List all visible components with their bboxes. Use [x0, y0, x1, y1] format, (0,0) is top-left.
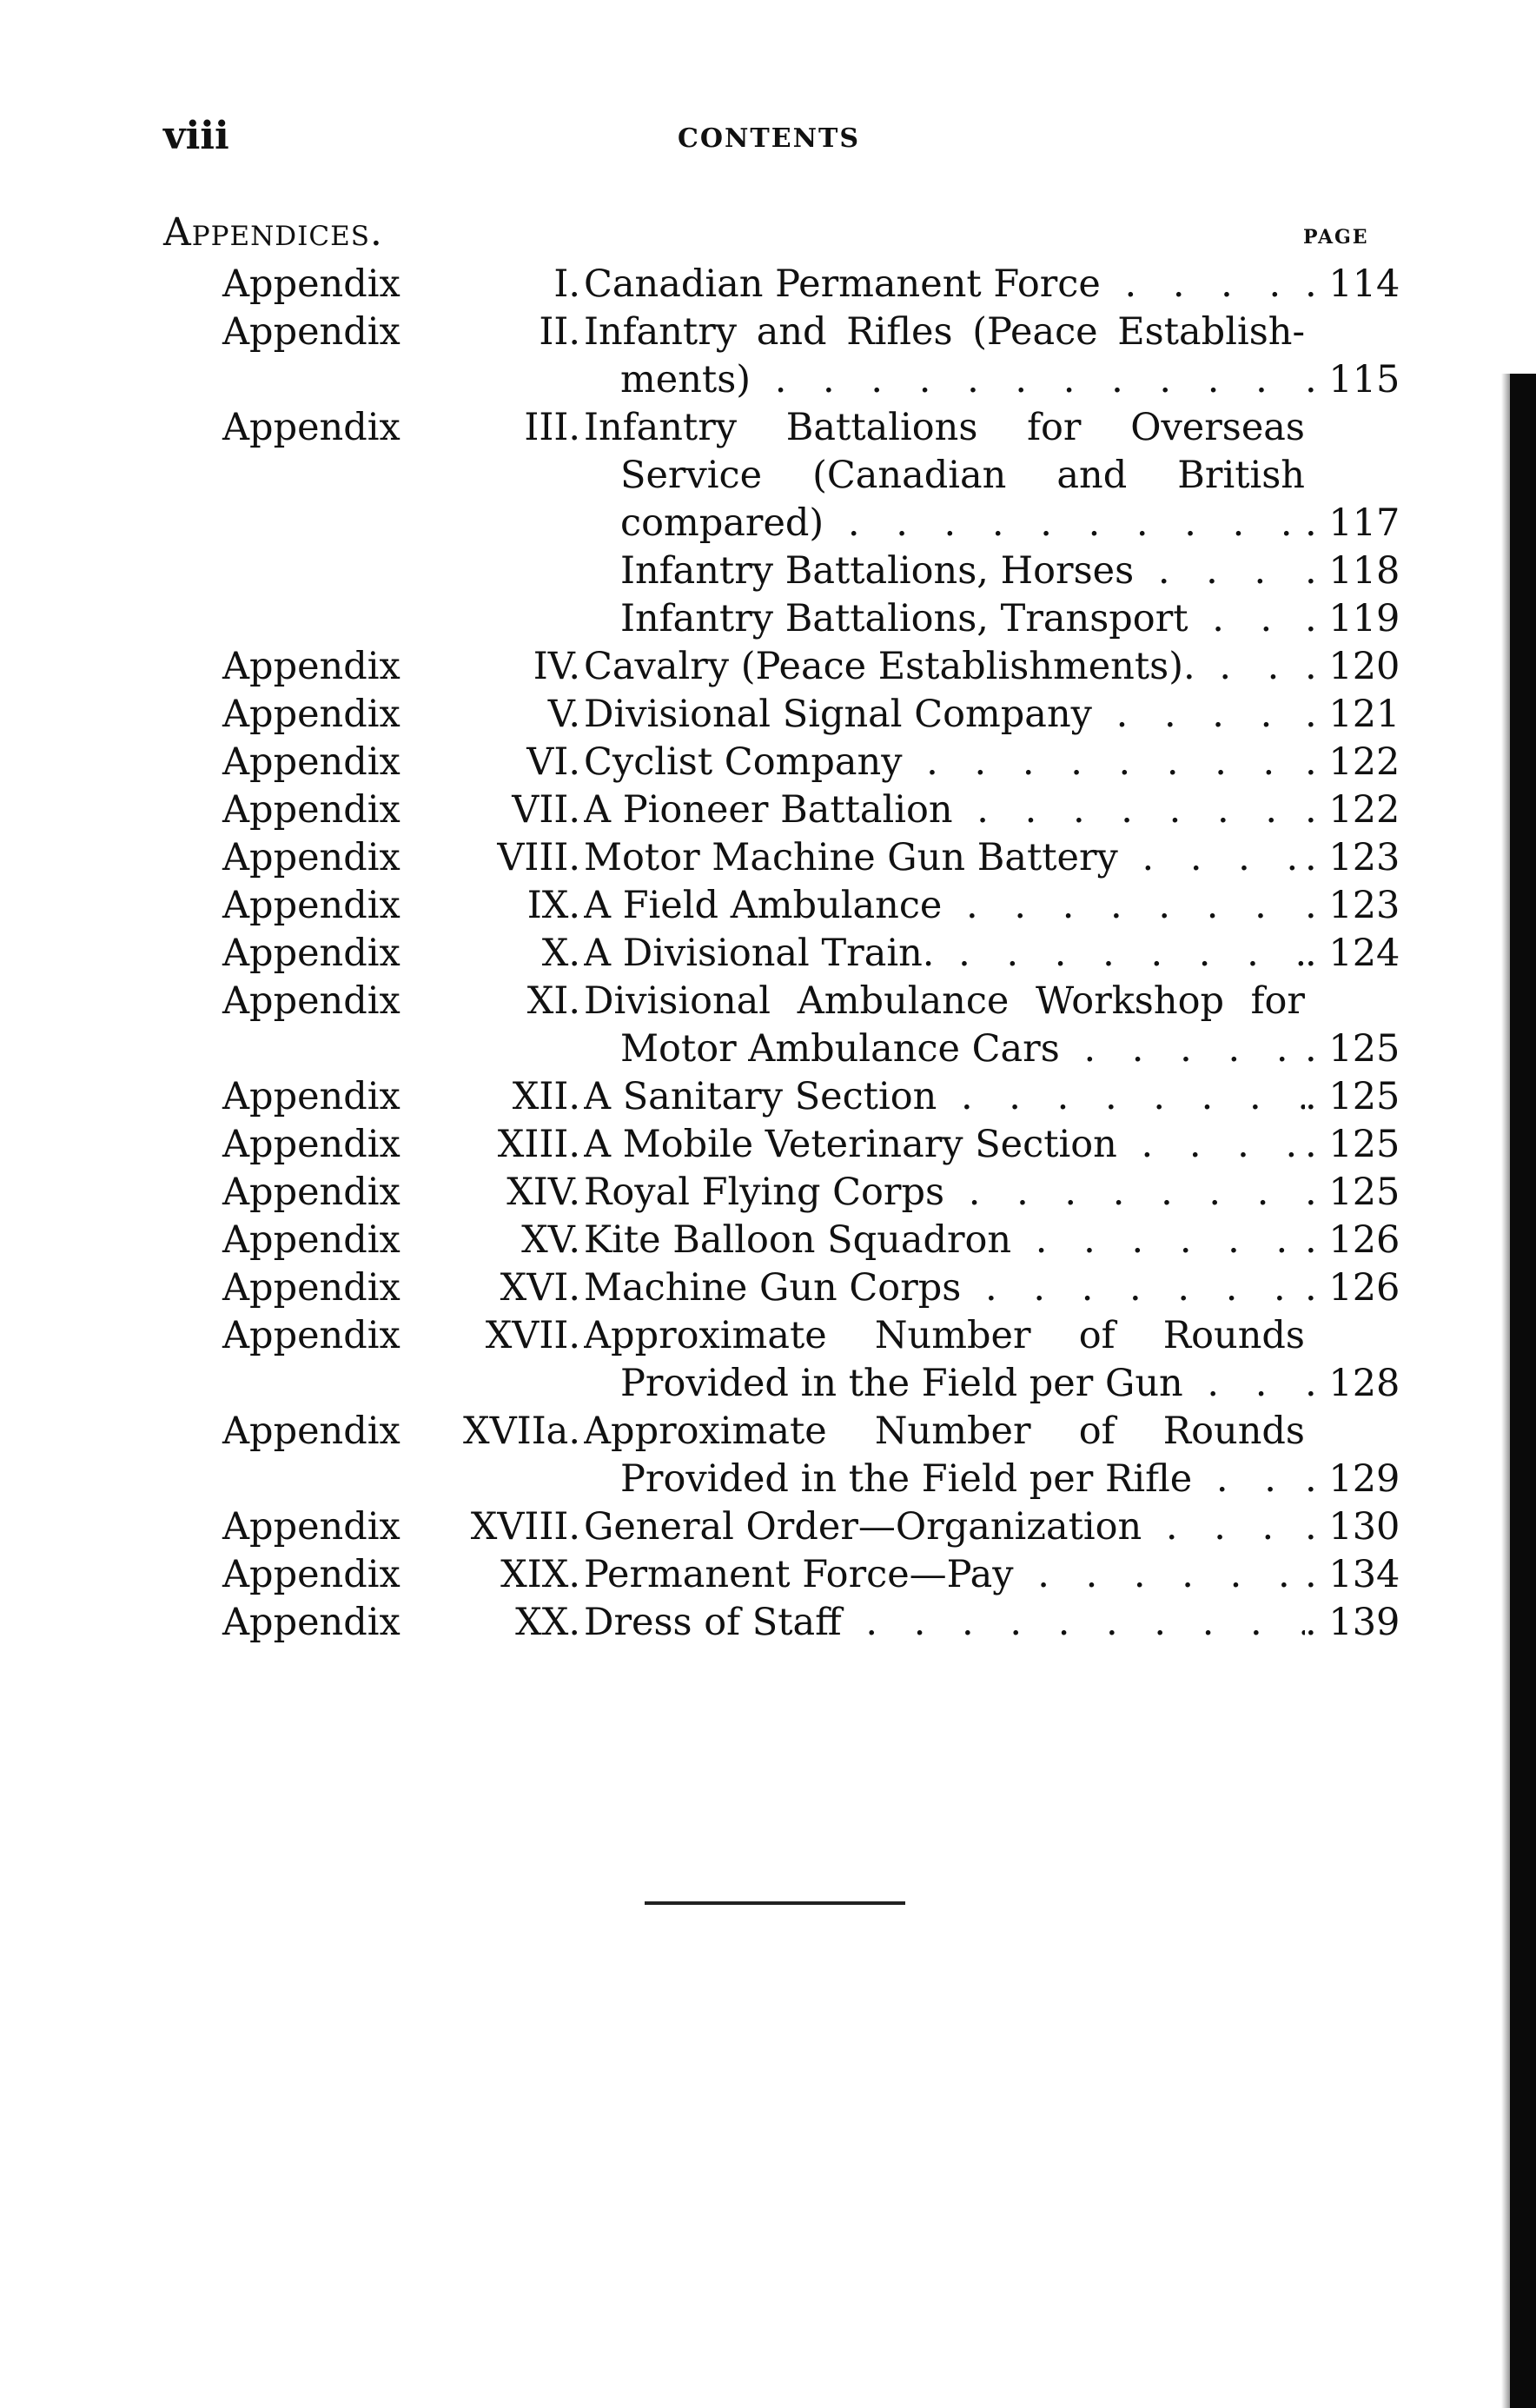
toc-row [0, 1599, 1536, 1647]
page-ref: . 139 [1305, 1599, 1392, 1647]
appendix-number: XIII. [497, 1123, 580, 1166]
entry-title: Machine Gun Corps . . . [584, 1264, 1305, 1312]
page-ref: . 125 [1305, 1073, 1392, 1121]
appendix-label: Appendix [222, 1601, 401, 1644]
toc-row [0, 452, 1536, 500]
appendix-label: Appendix [222, 1123, 401, 1166]
entry-title: Canadian Permanent Force . . . [584, 261, 1305, 308]
toc-row [0, 308, 1536, 356]
appendix-number: XVII. [485, 1314, 580, 1357]
appendix-label: Appendix [222, 884, 401, 927]
scan-edge-fade [1501, 374, 1510, 2408]
appendix-label: Appendix [222, 262, 401, 306]
page-ref: . 126 [1305, 1217, 1392, 1264]
entry-title: Divisional Ambulance Workshop for [584, 979, 1305, 1023]
entry-title: A Field Ambulance . . . [584, 882, 1305, 930]
appendix-label: Appendix [222, 1553, 401, 1596]
appendix-number: VI. [526, 740, 580, 784]
toc-row [0, 786, 1536, 834]
toc-row [0, 1551, 1536, 1599]
entry-title: Kite Balloon Squadron . . . [584, 1217, 1305, 1264]
toc-row [0, 1264, 1536, 1312]
appendix-label: Appendix [222, 406, 401, 449]
toc-row [0, 1073, 1536, 1121]
appendix-label: Appendix [222, 1314, 401, 1357]
page-ref: . 123 [1305, 834, 1392, 882]
entry-title: Infantry Battalions, Transport . . . [620, 595, 1305, 643]
toc-row [0, 1503, 1536, 1551]
toc-row [0, 595, 1536, 643]
appendix-label: Appendix [222, 1266, 401, 1310]
appendix-label: Appendix [222, 310, 401, 354]
toc-row [0, 739, 1536, 786]
entry-title: Motor Ambulance Cars . . . [620, 1025, 1305, 1073]
page-ref: . 130 [1305, 1503, 1392, 1551]
entry-title: General Order—Organization . . . [584, 1503, 1305, 1551]
toc-row [0, 404, 1536, 452]
page-ref: . 121 [1305, 691, 1392, 739]
page-column-label: PAGE [1303, 226, 1369, 249]
entry-title: Motor Machine Gun Battery . . . [584, 834, 1305, 882]
entry-title: Cyclist Company . . . [584, 739, 1305, 786]
page-ref: . 123 [1305, 882, 1392, 930]
page-number: viii [163, 114, 229, 158]
appendix-number: XV. [521, 1218, 580, 1262]
entry-title: Service (Canadian and British [620, 454, 1305, 497]
running-head: CONTENTS [678, 123, 861, 154]
entry-title: Divisional Signal Company . . . [584, 691, 1305, 739]
page-ref: . 125 [1305, 1169, 1392, 1217]
appendix-label: Appendix [222, 1075, 401, 1118]
appendix-number: XVIII. [470, 1505, 580, 1549]
page-ref: . 122 [1305, 739, 1392, 786]
appendix-label: Appendix [222, 1505, 401, 1549]
appendix-label: Appendix [222, 740, 401, 784]
toc-row [0, 834, 1536, 882]
appendix-number: X. [541, 932, 580, 975]
appendix-number: III. [524, 406, 580, 449]
appendix-number: XVI. [500, 1266, 580, 1310]
appendix-number: XII. [512, 1075, 580, 1118]
toc-row [0, 1408, 1536, 1456]
toc-row [0, 1456, 1536, 1503]
entry-title: Approximate Number of Rounds [584, 1314, 1305, 1357]
appendix-label: Appendix [222, 1218, 401, 1262]
page-ref: . 129 [1305, 1456, 1392, 1503]
page-ref: . 115 [1305, 356, 1392, 404]
toc-row [0, 1217, 1536, 1264]
entry-title: Infantry and Rifles (Peace Establish- [584, 310, 1305, 354]
page-ref: . 126 [1305, 1264, 1392, 1312]
appendix-number: VII. [512, 788, 580, 832]
table-of-contents [0, 261, 1536, 1647]
toc-row [0, 978, 1536, 1025]
appendix-number: I. [553, 262, 580, 306]
toc-row [0, 500, 1536, 547]
entry-title: Dress of Staff . . . [584, 1599, 1305, 1647]
page-ref: . 114 [1305, 261, 1392, 308]
entry-title: A Sanitary Section . . . [584, 1073, 1305, 1121]
closing-rule [645, 1901, 905, 1905]
toc-row [0, 691, 1536, 739]
toc-row [0, 882, 1536, 930]
page-ref: . 125 [1305, 1025, 1392, 1073]
appendix-label: Appendix [222, 788, 401, 832]
appendix-label: Appendix [222, 645, 401, 688]
page-ref: . 125 [1305, 1121, 1392, 1169]
toc-row [0, 1360, 1536, 1408]
appendix-label: Appendix [222, 1410, 401, 1453]
page-ref: . 134 [1305, 1551, 1392, 1599]
toc-row [0, 356, 1536, 404]
appendix-label: Appendix [222, 693, 401, 736]
appendix-number: XIV. [506, 1171, 580, 1214]
toc-row [0, 643, 1536, 691]
appendix-label: Appendix [222, 932, 401, 975]
entry-title: Permanent Force—Pay . . . [584, 1551, 1305, 1599]
page-ref: . 122 [1305, 786, 1392, 834]
section-heading: Appendices. [163, 210, 383, 255]
appendix-number: IX. [526, 884, 580, 927]
appendix-number: XIX. [500, 1553, 580, 1596]
toc-row [0, 930, 1536, 978]
appendix-number: XX. [515, 1601, 580, 1644]
entry-title: Cavalry (Peace Establishments). . . . [584, 643, 1305, 691]
page-ref: . 124 [1305, 930, 1392, 978]
entry-title: ments) . . . [620, 356, 1305, 404]
toc-row [0, 1312, 1536, 1360]
entry-title: Royal Flying Corps . . . [584, 1169, 1305, 1217]
appendix-label: Appendix [222, 1171, 401, 1214]
entry-title: Provided in the Field per Rifle . . . [620, 1456, 1305, 1503]
entry-title: A Divisional Train. . . . [584, 930, 1305, 978]
toc-row [0, 1121, 1536, 1169]
toc-row [0, 1025, 1536, 1073]
entry-title: compared) . . . [620, 500, 1305, 547]
page-ref: . 120 [1305, 643, 1392, 691]
appendix-label: Appendix [222, 979, 401, 1023]
scan-edge-shadow [1510, 374, 1536, 2408]
appendix-number: XVIIa. [463, 1410, 580, 1453]
appendix-number: XI. [526, 979, 580, 1023]
page-ref: . 119 [1305, 595, 1392, 643]
toc-row [0, 261, 1536, 308]
entry-title: A Pioneer Battalion . . . [584, 786, 1305, 834]
appendix-number: II. [539, 310, 580, 354]
appendix-number: VIII. [497, 836, 580, 879]
entry-title: Provided in the Field per Gun . . . [620, 1360, 1305, 1408]
entry-title: Approximate Number of Rounds [584, 1410, 1305, 1453]
entry-title: Infantry Battalions, Horses . . . [620, 547, 1305, 595]
appendix-number: V. [547, 693, 580, 736]
appendix-number: IV. [533, 645, 580, 688]
entry-title: A Mobile Veterinary Section . . . [584, 1121, 1305, 1169]
toc-row [0, 1169, 1536, 1217]
page-ref: . 117 [1305, 500, 1392, 547]
toc-row [0, 547, 1536, 595]
entry-title: Infantry Battalions for Overseas [584, 406, 1305, 449]
appendix-label: Appendix [222, 836, 401, 879]
page-ref: . 128 [1305, 1360, 1392, 1408]
page-ref: . 118 [1305, 547, 1392, 595]
